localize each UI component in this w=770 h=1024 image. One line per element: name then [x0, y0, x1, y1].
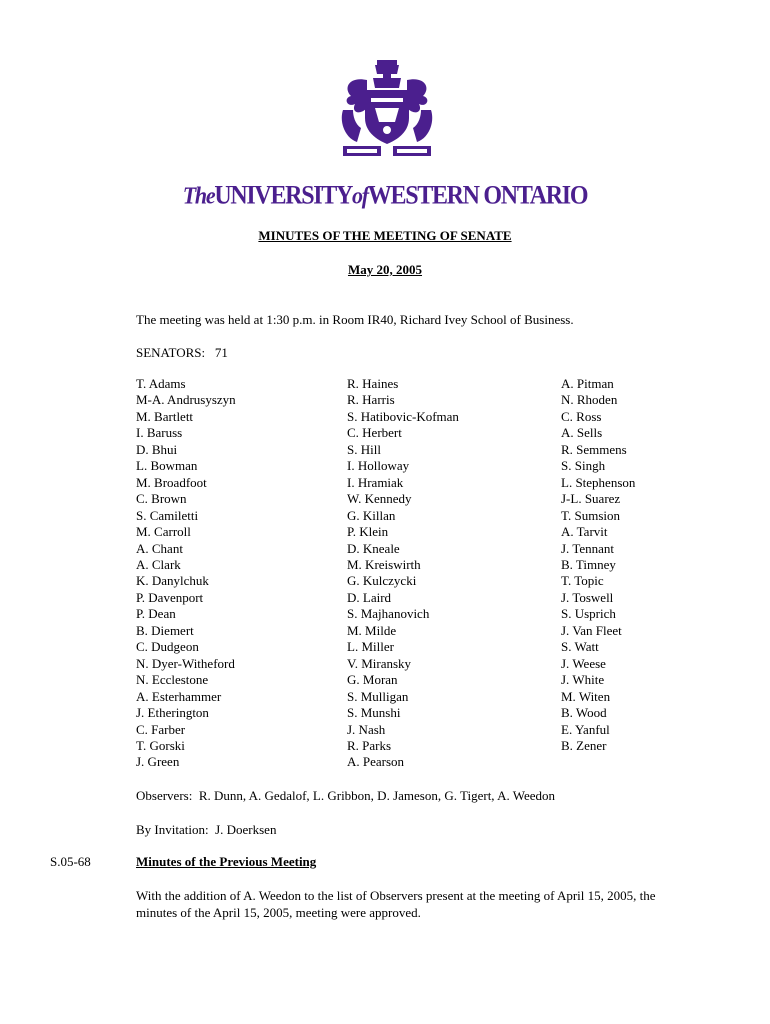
senator-name: J. Etherington [136, 705, 209, 721]
senator-name: M. Carroll [136, 524, 191, 540]
senator-name: B. Zener [561, 737, 607, 753]
senator-name: S. Hatibovic-Kofman [347, 408, 459, 424]
senator-name: R. Harris [347, 392, 395, 408]
senator-name: B. Timney [561, 556, 616, 572]
university-crest-logo [337, 58, 437, 162]
senator-name: I. Holloway [347, 458, 410, 474]
senator-name: J. Tennant [561, 540, 615, 556]
senator-name: J-L. Suarez [561, 491, 621, 507]
senator-name: A. Tarvit [561, 524, 608, 540]
item-number: S.05-68 [50, 854, 91, 869]
senator-name: P. Davenport [136, 589, 204, 605]
senator-name: R. Haines [347, 376, 399, 391]
meeting-date: May 20, 2005 [347, 262, 423, 277]
senator-name: B. Diemert [136, 622, 194, 638]
senator-name: M. Broadfoot [136, 474, 207, 490]
senator-name: N. Dyer-Witheford [136, 655, 235, 671]
senator-name: A. Chant [136, 540, 183, 556]
senator-name: A. Sells [561, 425, 603, 441]
senator-name: A. Pitman [561, 376, 614, 391]
senator-name: M. Bartlett [136, 408, 194, 424]
senator-name: D. Laird [347, 589, 392, 605]
senator-name: M-A. Andrusyszyn [136, 392, 236, 408]
senator-name: S. Usprich [561, 606, 616, 622]
senator-name: I. Baruss [136, 425, 183, 441]
senator-name: P. Dean [136, 606, 176, 622]
senator-name: G. Killan [347, 507, 396, 523]
senator-name: I. Hramiak [347, 474, 404, 490]
senators-count: SENATORS: 71 [136, 345, 228, 360]
senator-name: S. Singh [561, 458, 606, 474]
senator-name: J. Toswell [561, 589, 614, 605]
senator-name: L. Bowman [136, 458, 198, 474]
senator-name: T. Sumsion [561, 507, 620, 523]
senators-column-2 [347, 376, 459, 771]
university-wordmark [0, 182, 770, 211]
senator-name: C. Herbert [347, 425, 402, 441]
senator-name: C. Ross [561, 408, 602, 424]
item-body: With the addition of A. Weedon to the list of Observers present at the meeting of April 15, 2005, the minutes of the April 15, 2005, meeting were approved. [136, 888, 656, 920]
senator-name: A. Pearson [347, 754, 405, 770]
senator-name: M. Witen [561, 688, 611, 704]
senator-name: S. Majhanovich [347, 606, 430, 622]
senator-name: M. Milde [347, 622, 397, 638]
senator-name: N. Rhoden [561, 392, 618, 408]
senator-name: D. Kneale [347, 540, 400, 556]
senator-name: J. Weese [561, 655, 606, 671]
senator-name: C. Dudgeon [136, 639, 199, 655]
senator-name: M. Kreiswirth [347, 556, 421, 572]
senator-name: C. Brown [136, 491, 187, 507]
senator-name: S. Munshi [347, 705, 401, 721]
senator-name: P. Klein [347, 524, 389, 540]
senator-name: S. Camiletti [136, 507, 199, 523]
senator-name: V. Miransky [347, 655, 412, 671]
senator-name: S. Watt [561, 639, 599, 655]
senator-name: R. Semmens [561, 441, 627, 457]
observers-line: Observers: R. Dunn, A. Gedalof, L. Gribbon, D. Jameson, G. Tigert, A. Weedon [136, 788, 556, 803]
senator-name: B. Wood [561, 705, 607, 721]
senator-name: L. Miller [347, 639, 394, 655]
senator-name: R. Parks [347, 737, 392, 753]
senators-column-3 [561, 376, 635, 754]
invitation-line: By Invitation: J. Doerksen [136, 822, 277, 837]
senator-name: L. Stephenson [561, 474, 636, 490]
senator-name: A. Clark [136, 556, 181, 572]
senator-name: A. Esterhammer [136, 688, 222, 704]
senator-name: K. Danylchuk [136, 573, 209, 589]
wordmark-name: WESTERN ONTARIO [367, 181, 588, 210]
senator-name: T. Adams [136, 376, 186, 391]
senator-name: G. Moran [347, 672, 398, 688]
senator-name: J. Nash [347, 721, 386, 737]
wordmark-university: UNIVERSITY [214, 181, 353, 210]
wordmark-of: of [352, 181, 368, 209]
senator-name: G. Kulczycki [347, 573, 417, 589]
senator-name: D. Bhui [136, 441, 178, 457]
item-title: Minutes of the Previous Meeting [136, 854, 317, 869]
senator-name: W. Kennedy [347, 491, 412, 507]
senator-name: S. Hill [347, 441, 381, 457]
senator-name: S. Mulligan [347, 688, 409, 704]
meeting-venue: The meeting was held at 1:30 p.m. in Room IR40, Richard Ivey School of Business. [136, 312, 574, 327]
senator-name: T. Topic [561, 573, 604, 589]
senator-name: E. Yanful [561, 721, 610, 737]
senator-name: N. Ecclestone [136, 672, 209, 688]
senators-column-1 [136, 376, 236, 771]
wordmark-prefix: The [182, 181, 215, 209]
senator-name: J. Green [136, 754, 180, 770]
senator-name: C. Farber [136, 721, 186, 737]
senator-name: J. White [561, 672, 605, 688]
senator-name: J. Van Fleet [561, 622, 622, 638]
senator-name: T. Gorski [136, 737, 185, 753]
document-title: MINUTES OF THE MEETING OF SENATE [258, 228, 512, 243]
